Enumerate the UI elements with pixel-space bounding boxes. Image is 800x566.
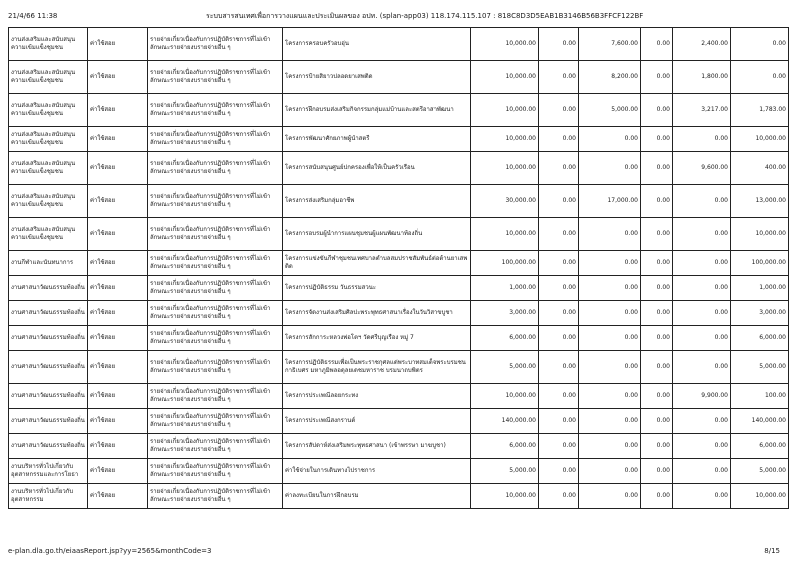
cell-col-b: 0.00	[579, 434, 641, 459]
cell-budget: 1,000.00	[471, 276, 539, 301]
cell-col-a: 0.00	[539, 94, 579, 127]
cell-project-name: โครงการครอบครัวอบอุ่น	[283, 28, 471, 61]
cell-work-unit: งานบริหารทั่วไปเกี่ยวกับอุตสาหกรรมและการโยธา	[9, 459, 88, 484]
cell-col-b: 0.00	[579, 459, 641, 484]
cell-work-unit: งานส่งเสริมและสนับสนุนความเข้มแข็งชุมชน	[9, 127, 88, 152]
cell-budget: 6,000.00	[471, 326, 539, 351]
table-row	[9, 94, 789, 127]
cell-col-d: 0.00	[673, 484, 731, 509]
cell-col-c: 0.00	[641, 351, 673, 384]
table-row	[9, 28, 789, 61]
cell-work-unit: งานส่งเสริมและสนับสนุนความเข้มแข็งชุมชน	[9, 94, 88, 127]
cell-budget: 5,000.00	[471, 351, 539, 384]
table-row	[9, 251, 789, 276]
cell-col-b: 7,600.00	[579, 28, 641, 61]
cell-col-a: 0.00	[539, 434, 579, 459]
cell-col-b: 0.00	[579, 351, 641, 384]
cell-balance: 100.00	[731, 384, 789, 409]
table-row	[9, 185, 789, 218]
cell-expense-type: ค่าใช้สอย	[88, 484, 148, 509]
table-row	[9, 152, 789, 185]
cell-col-b: 0.00	[579, 152, 641, 185]
cell-expense-type: ค่าใช้สอย	[88, 61, 148, 94]
cell-col-d: 0.00	[673, 351, 731, 384]
cell-col-c: 0.00	[641, 301, 673, 326]
cell-budget: 10,000.00	[471, 384, 539, 409]
cell-work-unit: งานศาสนาวัฒนธรรมท้องถิ่น	[9, 276, 88, 301]
cell-project-name: โครงการอบรมผู้นำการแผนชุมชนผู้แผนพัฒนาท้องถิ่น	[283, 218, 471, 251]
cell-expense-category: รายจ่ายเกี่ยวเนื่องกับการปฏิบัติราชการที่ไม่เข้าลักษณะรายจ่ายงบรายจ่ายอื่น ๆ	[148, 28, 283, 61]
cell-col-a: 0.00	[539, 276, 579, 301]
table-row	[9, 127, 789, 152]
cell-balance: 0.00	[731, 28, 789, 61]
cell-col-a: 0.00	[539, 484, 579, 509]
footer-url: e-plan.dla.go.th/eiaasReport.jsp?yy=2565&monthCode=3	[8, 547, 212, 555]
cell-balance: 10,000.00	[731, 484, 789, 509]
cell-expense-category: รายจ่ายเกี่ยวเนื่องกับการปฏิบัติราชการที่ไม่เข้าลักษณะรายจ่ายงบรายจ่ายอื่น ๆ	[148, 301, 283, 326]
cell-project-name: โครงการสนับสนุนศูนย์ปกครองเพื่อให้เป็นครัวเรือน	[283, 152, 471, 185]
cell-col-b: 5,000.00	[579, 94, 641, 127]
cell-col-c: 0.00	[641, 484, 673, 509]
cell-work-unit: งานส่งเสริมและสนับสนุนความเข้มแข็งชุมชน	[9, 28, 88, 61]
cell-expense-category: รายจ่ายเกี่ยวเนื่องกับการปฏิบัติราชการที่ไม่เข้าลักษณะรายจ่ายงบรายจ่ายอื่น ๆ	[148, 384, 283, 409]
cell-col-b: 0.00	[579, 409, 641, 434]
cell-col-d: 0.00	[673, 218, 731, 251]
cell-expense-type: ค่าใช้สอย	[88, 384, 148, 409]
cell-balance: 140,000.00	[731, 409, 789, 434]
cell-balance: 5,000.00	[731, 351, 789, 384]
cell-col-b: 0.00	[579, 301, 641, 326]
cell-col-d: 0.00	[673, 127, 731, 152]
cell-budget: 10,000.00	[471, 127, 539, 152]
page-header	[8, 10, 792, 22]
cell-balance: 10,000.00	[731, 127, 789, 152]
cell-work-unit: งานส่งเสริมและสนับสนุนความเข้มแข็งชุมชน	[9, 152, 88, 185]
cell-expense-category: รายจ่ายเกี่ยวเนื่องกับการปฏิบัติราชการที่ไม่เข้าลักษณะรายจ่ายงบรายจ่ายอื่น ๆ	[148, 61, 283, 94]
cell-col-c: 0.00	[641, 185, 673, 218]
cell-expense-category: รายจ่ายเกี่ยวเนื่องกับการปฏิบัติราชการที่ไม่เข้าลักษณะรายจ่ายงบรายจ่ายอื่น ๆ	[148, 351, 283, 384]
cell-expense-type: ค่าใช้สอย	[88, 326, 148, 351]
cell-expense-type: ค่าใช้สอย	[88, 185, 148, 218]
cell-expense-type: ค่าใช้สอย	[88, 218, 148, 251]
cell-project-name: โครงการจัดงานส่งเสริมศิลปะพระพุทธศาสนาเรื่องในวันวิสาขบูชา	[283, 301, 471, 326]
cell-expense-category: รายจ่ายเกี่ยวเนื่องกับการปฏิบัติราชการที่ไม่เข้าลักษณะรายจ่ายงบรายจ่ายอื่น ๆ	[148, 251, 283, 276]
cell-expense-category: รายจ่ายเกี่ยวเนื่องกับการปฏิบัติราชการที่ไม่เข้าลักษณะรายจ่ายงบรายจ่ายอื่น ๆ	[148, 409, 283, 434]
cell-col-a: 0.00	[539, 61, 579, 94]
cell-col-c: 0.00	[641, 384, 673, 409]
cell-col-b: 0.00	[579, 251, 641, 276]
report-title: ระบบสารสนเทศเพื่อการวางแผนและประเมินผลของ อปท. (splan-app03) 118.174.115.107 : 818C8D3D5EAB1B3146B56B3FFCF122BF	[206, 12, 644, 20]
budget-table	[8, 27, 789, 509]
cell-work-unit: งานส่งเสริมและสนับสนุนความเข้มแข็งชุมชน	[9, 61, 88, 94]
cell-budget: 100,000.00	[471, 251, 539, 276]
cell-expense-type: ค่าใช้สอย	[88, 127, 148, 152]
cell-col-c: 0.00	[641, 61, 673, 94]
cell-expense-category: รายจ่ายเกี่ยวเนื่องกับการปฏิบัติราชการที่ไม่เข้าลักษณะรายจ่ายงบรายจ่ายอื่น ๆ	[148, 218, 283, 251]
cell-expense-type: ค่าใช้สอย	[88, 152, 148, 185]
cell-project-name: โครงการส่งเสริมกลุ่มอาชีพ	[283, 185, 471, 218]
cell-col-a: 0.00	[539, 301, 579, 326]
budget-table-body	[9, 28, 789, 509]
page-number: 8/15	[764, 547, 780, 555]
cell-col-a: 0.00	[539, 28, 579, 61]
table-row	[9, 409, 789, 434]
cell-project-name: โครงการประเพณีสงกรานต์	[283, 409, 471, 434]
cell-project-name: โครงการปฏิบัติธรรม วันธรรมสวนะ	[283, 276, 471, 301]
cell-work-unit: งานศาสนาวัฒนธรรมท้องถิ่น	[9, 409, 88, 434]
cell-project-name: โครงการสัปดาห์ส่งเสริมพระพุทธศาสนา (เข้าพรรษา มาฆบูชา)	[283, 434, 471, 459]
cell-col-b: 0.00	[579, 218, 641, 251]
cell-project-name: โครงการสักการะหลวงพ่อโตฯ วัดศรีบุญเรือง หมู่ 7	[283, 326, 471, 351]
cell-expense-category: รายจ่ายเกี่ยวเนื่องกับการปฏิบัติราชการที่ไม่เข้าลักษณะรายจ่ายงบรายจ่ายอื่น ๆ	[148, 459, 283, 484]
cell-col-c: 0.00	[641, 127, 673, 152]
cell-balance: 0.00	[731, 61, 789, 94]
cell-expense-type: ค่าใช้สอย	[88, 351, 148, 384]
cell-col-b: 0.00	[579, 384, 641, 409]
table-row	[9, 326, 789, 351]
cell-col-a: 0.00	[539, 384, 579, 409]
cell-expense-type: ค่าใช้สอย	[88, 251, 148, 276]
cell-expense-category: รายจ่ายเกี่ยวเนื่องกับการปฏิบัติราชการที่ไม่เข้าลักษณะรายจ่ายงบรายจ่ายอื่น ๆ	[148, 484, 283, 509]
cell-col-c: 0.00	[641, 251, 673, 276]
cell-col-a: 0.00	[539, 409, 579, 434]
cell-col-b: 0.00	[579, 326, 641, 351]
cell-work-unit: งานส่งเสริมและสนับสนุนความเข้มแข็งชุมชน	[9, 185, 88, 218]
cell-expense-category: รายจ่ายเกี่ยวเนื่องกับการปฏิบัติราชการที่ไม่เข้าลักษณะรายจ่ายงบรายจ่ายอื่น ๆ	[148, 434, 283, 459]
cell-col-b: 0.00	[579, 276, 641, 301]
cell-col-d: 1,800.00	[673, 61, 731, 94]
cell-col-a: 0.00	[539, 152, 579, 185]
cell-balance: 100,000.00	[731, 251, 789, 276]
cell-col-c: 0.00	[641, 152, 673, 185]
cell-col-d: 0.00	[673, 301, 731, 326]
table-row	[9, 434, 789, 459]
cell-budget: 10,000.00	[471, 484, 539, 509]
cell-col-d: 0.00	[673, 276, 731, 301]
cell-col-a: 0.00	[539, 185, 579, 218]
cell-project-name: โครงการพัฒนาศักยภาพผู้นำสตรี	[283, 127, 471, 152]
cell-project-name: โครงการฝึกอบรมส่งเสริมกิจกรรมกลุ่มแม่บ้านและสตรีอาสาพัฒนา	[283, 94, 471, 127]
cell-balance: 400.00	[731, 152, 789, 185]
cell-col-c: 0.00	[641, 434, 673, 459]
cell-budget: 10,000.00	[471, 94, 539, 127]
cell-expense-type: ค่าใช้สอย	[88, 28, 148, 61]
cell-col-c: 0.00	[641, 276, 673, 301]
cell-work-unit: งานศาสนาวัฒนธรรมท้องถิ่น	[9, 301, 88, 326]
cell-col-b: 17,000.00	[579, 185, 641, 218]
cell-expense-type: ค่าใช้สอย	[88, 434, 148, 459]
cell-col-a: 0.00	[539, 351, 579, 384]
cell-work-unit: งานส่งเสริมและสนับสนุนความเข้มแข็งชุมชน	[9, 218, 88, 251]
cell-project-name: โครงการแข่งขันกีฬาชุมชนเทศบาลตำบลสมปราชสัมพันธ์ต่อต้านยาเสพติด	[283, 251, 471, 276]
cell-expense-category: รายจ่ายเกี่ยวเนื่องกับการปฏิบัติราชการที่ไม่เข้าลักษณะรายจ่ายงบรายจ่ายอื่น ๆ	[148, 185, 283, 218]
print-datetime: 21/4/66 11:38	[8, 12, 58, 20]
cell-project-name: ค่าลงทะเบียนในการฝึกอบรม	[283, 484, 471, 509]
cell-col-d: 9,900.00	[673, 384, 731, 409]
cell-expense-type: ค่าใช้สอย	[88, 276, 148, 301]
cell-col-d: 0.00	[673, 434, 731, 459]
cell-budget: 3,000.00	[471, 301, 539, 326]
cell-project-name: ค่าใช้จ่ายในการเดินทางไปราชการ	[283, 459, 471, 484]
table-row	[9, 459, 789, 484]
cell-expense-category: รายจ่ายเกี่ยวเนื่องกับการปฏิบัติราชการที่ไม่เข้าลักษณะรายจ่ายงบรายจ่ายอื่น ๆ	[148, 127, 283, 152]
cell-col-d: 9,600.00	[673, 152, 731, 185]
cell-balance: 6,000.00	[731, 434, 789, 459]
cell-work-unit: งานศาสนาวัฒนธรรมท้องถิ่น	[9, 384, 88, 409]
cell-col-c: 0.00	[641, 326, 673, 351]
table-row	[9, 61, 789, 94]
cell-col-a: 0.00	[539, 251, 579, 276]
cell-col-c: 0.00	[641, 94, 673, 127]
cell-col-d: 0.00	[673, 326, 731, 351]
cell-project-name: โครงการปฏิบัติธรรมเพื่อเป็นพระราชกุศลแด่พระบาทสมเด็จพระบรมชนกาธิเบศร มหาภูมิพลอดุลยเดชมหาราช บรมนาถบพิตร	[283, 351, 471, 384]
cell-project-name: โครงการป้ายสิยาวปลอดยาเสพติด	[283, 61, 471, 94]
cell-balance: 1,783.00	[731, 94, 789, 127]
cell-col-c: 0.00	[641, 459, 673, 484]
cell-expense-category: รายจ่ายเกี่ยวเนื่องกับการปฏิบัติราชการที่ไม่เข้าลักษณะรายจ่ายงบรายจ่ายอื่น ๆ	[148, 326, 283, 351]
cell-expense-category: รายจ่ายเกี่ยวเนื่องกับการปฏิบัติราชการที่ไม่เข้าลักษณะรายจ่ายงบรายจ่ายอื่น ๆ	[148, 152, 283, 185]
cell-balance: 5,000.00	[731, 459, 789, 484]
cell-col-a: 0.00	[539, 326, 579, 351]
cell-work-unit: งานกีฬาและนันทนาการ	[9, 251, 88, 276]
cell-col-c: 0.00	[641, 28, 673, 61]
cell-budget: 5,000.00	[471, 459, 539, 484]
cell-work-unit: งานศาสนาวัฒนธรรมท้องถิ่น	[9, 434, 88, 459]
cell-budget: 140,000.00	[471, 409, 539, 434]
table-row	[9, 351, 789, 384]
cell-balance: 6,000.00	[731, 326, 789, 351]
cell-col-d: 0.00	[673, 409, 731, 434]
cell-budget: 10,000.00	[471, 152, 539, 185]
cell-col-d: 2,400.00	[673, 28, 731, 61]
cell-col-c: 0.00	[641, 218, 673, 251]
page-footer	[8, 546, 792, 556]
cell-col-a: 0.00	[539, 459, 579, 484]
cell-work-unit: งานศาสนาวัฒนธรรมท้องถิ่น	[9, 326, 88, 351]
table-row	[9, 276, 789, 301]
cell-col-d: 0.00	[673, 251, 731, 276]
cell-budget: 10,000.00	[471, 28, 539, 61]
table-row	[9, 484, 789, 509]
cell-budget: 30,000.00	[471, 185, 539, 218]
cell-col-b: 0.00	[579, 484, 641, 509]
table-row	[9, 301, 789, 326]
cell-balance: 10,000.00	[731, 218, 789, 251]
cell-budget: 10,000.00	[471, 218, 539, 251]
cell-col-b: 0.00	[579, 127, 641, 152]
cell-expense-category: รายจ่ายเกี่ยวเนื่องกับการปฏิบัติราชการที่ไม่เข้าลักษณะรายจ่ายงบรายจ่ายอื่น ๆ	[148, 276, 283, 301]
cell-expense-type: ค่าใช้สอย	[88, 459, 148, 484]
cell-balance: 1,000.00	[731, 276, 789, 301]
cell-balance: 13,000.00	[731, 185, 789, 218]
table-row	[9, 384, 789, 409]
cell-expense-type: ค่าใช้สอย	[88, 301, 148, 326]
cell-expense-category: รายจ่ายเกี่ยวเนื่องกับการปฏิบัติราชการที่ไม่เข้าลักษณะรายจ่ายงบรายจ่ายอื่น ๆ	[148, 94, 283, 127]
cell-project-name: โครงการประเพณีลอยกระทง	[283, 384, 471, 409]
cell-col-a: 0.00	[539, 218, 579, 251]
cell-work-unit: งานศาสนาวัฒนธรรมท้องถิ่น	[9, 351, 88, 384]
cell-budget: 10,000.00	[471, 61, 539, 94]
cell-expense-type: ค่าใช้สอย	[88, 94, 148, 127]
cell-col-b: 8,200.00	[579, 61, 641, 94]
cell-balance: 3,000.00	[731, 301, 789, 326]
table-row	[9, 218, 789, 251]
cell-col-a: 0.00	[539, 127, 579, 152]
cell-col-d: 0.00	[673, 459, 731, 484]
cell-work-unit: งานบริหารทั่วไปเกี่ยวกับอุตสาหกรรม	[9, 484, 88, 509]
cell-budget: 6,000.00	[471, 434, 539, 459]
cell-expense-type: ค่าใช้สอย	[88, 409, 148, 434]
cell-col-d: 0.00	[673, 185, 731, 218]
cell-col-d: 3,217.00	[673, 94, 731, 127]
cell-col-c: 0.00	[641, 409, 673, 434]
